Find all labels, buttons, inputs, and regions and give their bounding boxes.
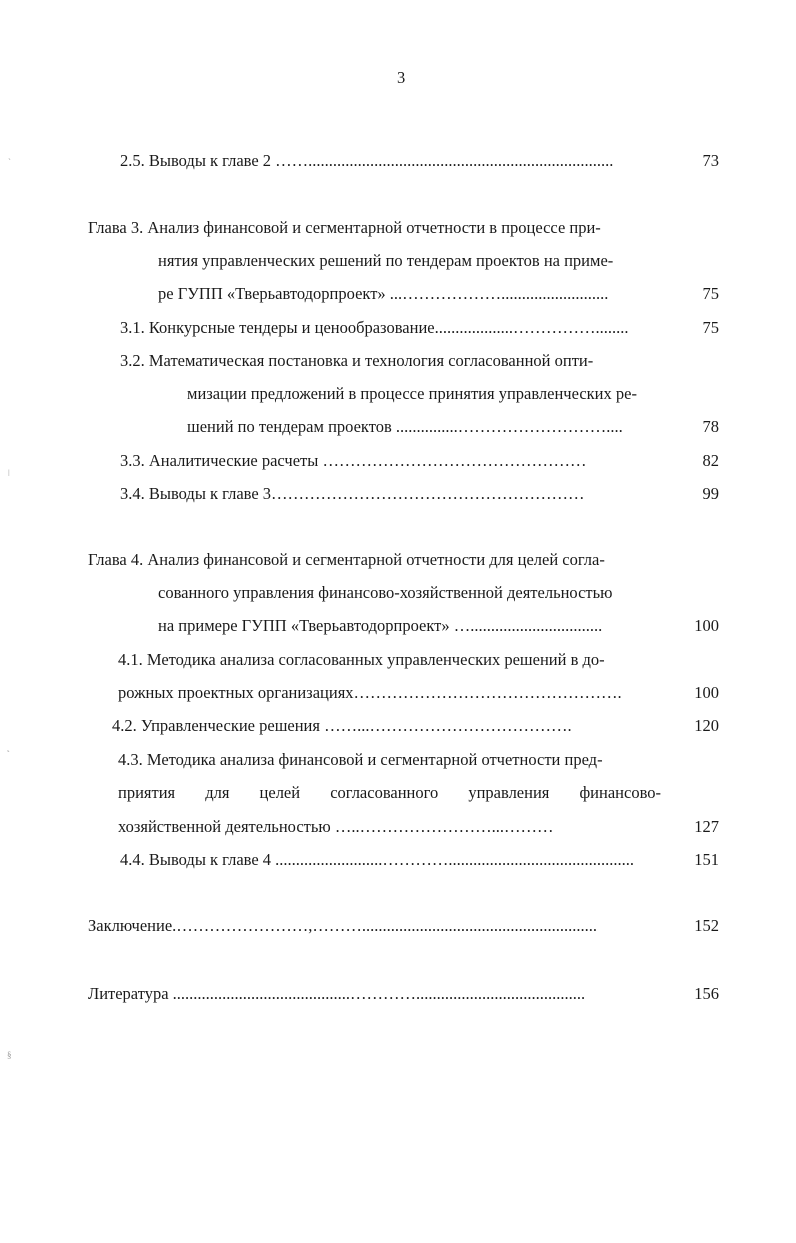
toc-entry-text: Литература ...........................................…………......................................... <box>88 984 586 1003</box>
toc-entry-page: 127 <box>694 817 719 836</box>
toc-entry-text: 2.5. Выводы к главе 2 …….......................................................................... <box>120 151 614 170</box>
toc-entry-page: 99 <box>702 484 719 503</box>
toc-word: финансово- <box>579 783 661 802</box>
toc-entry-page: 82 <box>702 451 719 470</box>
toc-entry-line: 3.2. Математическая постановка и технология согласованной опти- <box>120 351 594 370</box>
toc-entry-line: на примере ГУПП «Тверьавтодорпроект» …................................ <box>158 616 603 635</box>
toc-entry-line: 4.1. Методика анализа согласованных управленческих решений в до- <box>118 650 605 669</box>
toc-entry-line: ре ГУПП «Тверьавтодорпроект» ...……………….......................... <box>158 284 609 303</box>
toc-word: для <box>205 783 230 802</box>
toc-entry-line: 4.3. Методика анализа финансовой и сегментарной отчетности пред- <box>118 750 603 769</box>
toc-entry-text: Заключение.……………………,………......................................................... <box>88 916 598 935</box>
toc-entry-line: Глава 3. Анализ финансовой и сегментарной отчетности в процессе при- <box>88 218 601 237</box>
toc-entry-page: 152 <box>694 916 719 935</box>
scan-speck: ǀ <box>8 468 10 478</box>
scan-speck: § <box>7 1050 12 1060</box>
toc-entry-justified-line <box>118 783 661 803</box>
toc-entry-page: 151 <box>694 850 719 869</box>
scan-speck: ˛ <box>7 742 10 752</box>
toc-entry-page: 120 <box>694 716 719 735</box>
toc-entry-line: рожных проектных организациях…………………………………………. <box>118 683 622 702</box>
toc-entry-line: мизации предложений в процессе принятия управленческих ре- <box>187 384 637 403</box>
toc-entry-text: 4.2. Управленческие решения ……...………………………………. <box>112 716 572 735</box>
toc-entry-line: нятия управленческих решений по тендерам проектов на приме- <box>158 251 614 270</box>
toc-entry-page: 75 <box>702 318 719 337</box>
toc-entry-text: 3.4. Выводы к главе 3………………………………………………… <box>120 484 585 503</box>
scan-speck: ˎ <box>8 150 11 160</box>
toc-word: управления <box>468 783 550 802</box>
toc-entry-text: 3.1. Конкурсные тендеры и ценообразование...................……………........ <box>120 318 629 337</box>
toc-entry-line: шений по тендерам проектов ...............……………………….... <box>187 417 623 436</box>
toc-entry-page: 156 <box>694 984 719 1003</box>
toc-word: целей <box>259 783 301 802</box>
toc-entry-text: 3.3. Аналитические расчеты ………………………………………… <box>120 451 587 470</box>
toc-entry-page: 73 <box>702 151 719 170</box>
toc-entry-line: Глава 4. Анализ финансовой и сегментарной отчетности для целей согла- <box>88 550 605 569</box>
toc-entry-page: 75 <box>702 284 719 303</box>
toc-word: приятия <box>118 783 176 802</box>
toc-entry-page: 100 <box>694 616 719 635</box>
toc-entry-page: 78 <box>702 417 719 436</box>
toc-entry-line: хозяйственной деятельностью …..……………………...……… <box>118 817 554 836</box>
toc-word: согласованного <box>330 783 439 802</box>
page-number: 3 <box>397 68 406 87</box>
toc-entry-text: 4.4. Выводы к главе 4 ..........................…………............................................. <box>120 850 635 869</box>
toc-entry-page: 100 <box>694 683 719 702</box>
toc-entry-line: сованного управления финансово-хозяйственной деятельностью <box>158 583 613 602</box>
